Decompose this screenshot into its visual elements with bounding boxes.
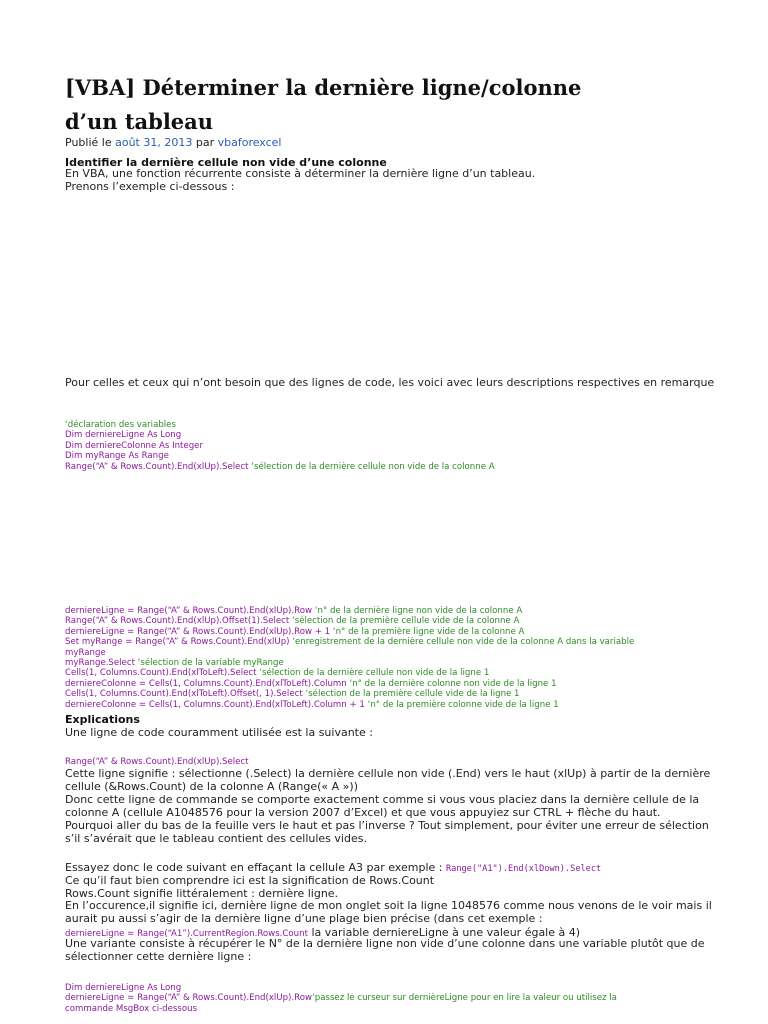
inline-code: dernierеLigne = Range(“A1”).CurrentRegion.Rows.Count [65, 929, 308, 939]
code-block-examples [65, 606, 634, 710]
code-line: commande MsgBox ci-dessous [65, 1003, 198, 1014]
code-comment: ‘sélection de la dernière cellule non vide de la colonne A [248, 461, 495, 472]
code-line: Set myRange = Range(“A” & Rows.Count).End(xlUp) ‘enregistrement de la dernière cellule non vide de la colonne A dans la variable [65, 637, 635, 648]
code-line: Dim dernierеColonne As Integer [65, 440, 203, 451]
code-line: dernierеColonne = Cells(1, Columns.Count).End(xlToLeft).Column + 1 ‘n° de la première colonne vide de la ligne 1 [65, 699, 559, 710]
code-line: Dim myRange As Range [65, 451, 169, 462]
page-title-line-1: [VBA] Déterminer la dernière ligne/colonne [65, 75, 582, 100]
code-line: Dim dernierеLigne As Long [65, 430, 182, 441]
paragraph-current-region: dernierеLigne = Range(“A1”).CurrentRegion.Rows.Count la variable dernierеLigne à une valeur égale à 4) [65, 926, 581, 939]
code-line: myRange [65, 647, 106, 658]
paragraph: En VBA, une fonction récurrente consiste à déterminer la dernière ligne d’un tableau. [65, 167, 536, 180]
code-text: Range(“A” & Rows.Count).End(xlUp).Select [65, 461, 249, 472]
post-meta [65, 136, 282, 149]
code-line: dernierеLigne = Range(“A” & Rows.Count).End(xlUp).Row + 1 ‘n° de la première ligne vide de la colonne A [65, 626, 525, 637]
code-line: Range(“A” & Rows.Count).End(xlUp).Select [65, 757, 249, 767]
published-label: Publié le [65, 136, 112, 149]
page-title-line-2: d’un tableau [65, 109, 214, 134]
by-label: par [195, 136, 215, 149]
section-heading-explications: Explications [65, 713, 140, 726]
example-image-placeholder [65, 198, 715, 370]
paragraph-try-code: Essayez donc le code suivant en effaçant la cellule A3 par exemple : Range("A1").End(xlDown).Select [65, 861, 602, 874]
code-line: dernierеLigne = Range(“A” & Rows.Count).End(xlUp).Row‘passez le curseur sur dernièreLigne pour en lire la valeur ou utilisez la [65, 993, 617, 1004]
paragraph: Prenons l’exemple ci-dessous : [65, 180, 235, 193]
code-image-placeholder [65, 476, 715, 602]
paragraph-explanation: Cette ligne signifie : sélectionne (.Select) la dernière cellule non vide (.End) vers le haut (xlUp) à partir de la dernière cellule (&Rows.Count) de la colonne A (Range(« A »)) [65, 767, 711, 793]
paragraph: Rows.Count signifie littéralement : dernière ligne. [65, 887, 339, 900]
inline-code: Range("A1").End(xlDown).Select [445, 864, 602, 874]
paragraph-variant: Une variante consiste à récupérer le N° de la dernière ligne non vide d’une colonne dans une variable plutôt que de sélectionner cette dernière ligne : [65, 937, 705, 963]
author-link[interactable]: vbaforexcel [217, 136, 282, 149]
section-heading-last-cell: Identifier la dernière cellule non vide d’une colonne [65, 156, 387, 169]
paragraph-explanation: Pourquoi aller du bas de la feuille vers le haut et pas l’inverse ? Tout simplement, pour éviter une erreur de sélection s’il s’avérait que le tableau contient des cellules vides. [65, 819, 709, 845]
code-block-declarations [65, 420, 495, 472]
code-line: Dim dernierеLigne As Long [65, 983, 182, 993]
code-block-variant [65, 983, 617, 1014]
code-line: Cells(1, Columns.Count).End(xlToLeft).Select ‘sélection de la dernière cellule non vide de la ligne 1 [65, 668, 490, 679]
paragraph: Une ligne de code couramment utilisée est la suivante : [65, 726, 373, 739]
code-line: myRange.Select ‘sélection de la variable myRange [65, 658, 284, 669]
code-line [65, 462, 495, 472]
code-comment: ‘déclaration des variables [65, 420, 176, 430]
paragraph-intro-code: Pour celles et ceux qui n’ont besoin que des lignes de code, les voici avec leurs descriptions respectives en remarque [65, 376, 715, 389]
post-date-link[interactable]: août 31, 2013 [115, 136, 193, 149]
paragraph-explanation: En l’occurence,il signifie ici, dernière ligne de mon onglet soit la ligne 1048576 comme nous venons de le voir mais il aurait pu aussi s’agir de la dernière ligne d’une plage bien précise (dans cet exemple : [65, 899, 712, 925]
paragraph-explanation: Donc cette ligne de commande se comporte exactement comme si vous vous placiez dans la dernière cellule de la colonne A (cellule A1048576 pour la version 2007 d’Excel) et que vous appuyiez sur CTRL + flèche du haut. [65, 793, 700, 819]
code-line: Cells(1, Columns.Count).End(xlToLeft).Offset(, 1).Select ‘sélection de la première cellule vide de la ligne 1 [65, 689, 520, 700]
code-line: Range(“A” & Rows.Count).End(xlUp).Offset(1).Select ‘sélection de la première cellule vide de la colonne A [65, 616, 520, 627]
code-line: dernierеColonne = Cells(1, Columns.Count).End(xlToLeft).Column ‘n° de la dernière colonne non vide de la ligne 1 [65, 678, 557, 689]
paragraph: Ce qu’il faut bien comprendre ici est la signification de Rows.Count [65, 874, 435, 887]
code-line: dernierеLigne = Range(“A” & Rows.Count).End(xlUp).Row ‘n° de la dernière ligne non vide de la colonne A [65, 606, 523, 616]
